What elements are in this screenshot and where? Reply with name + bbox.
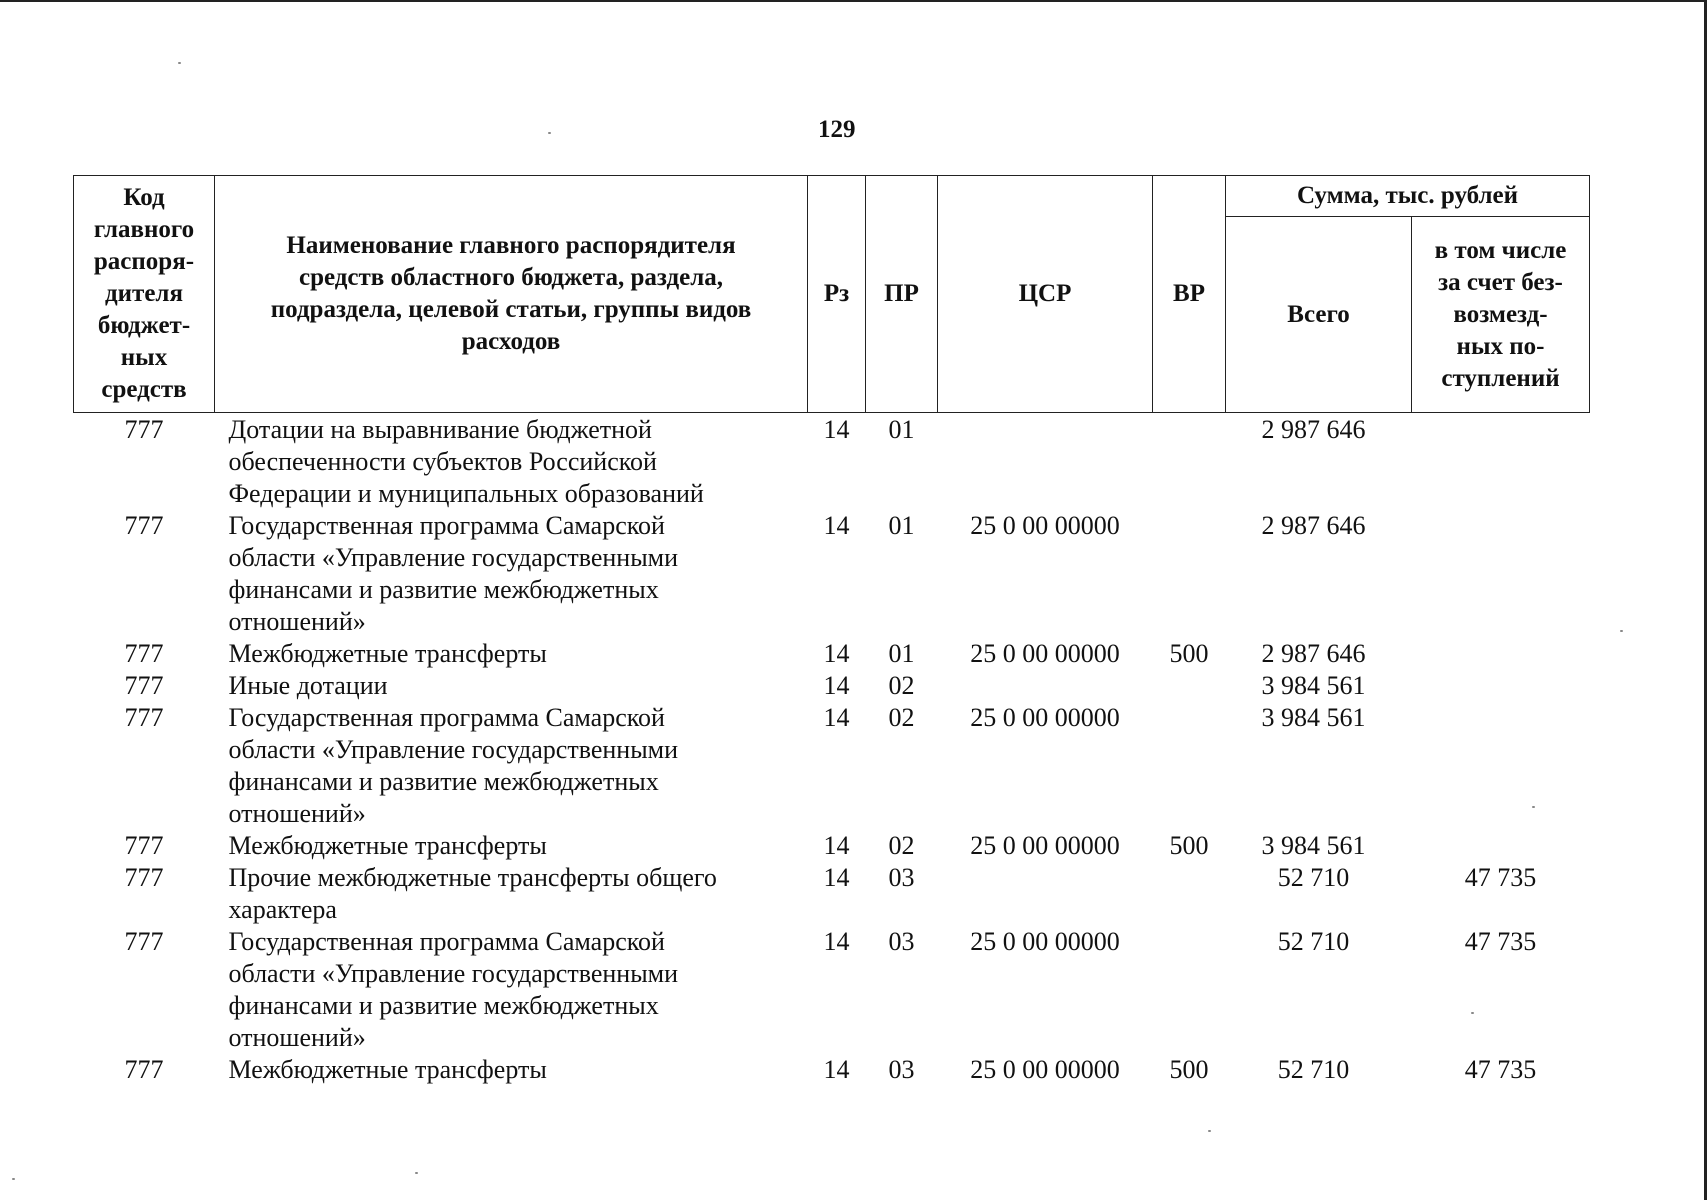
- cell-name-line: характера: [228, 895, 337, 924]
- scan-speck: [1532, 806, 1535, 808]
- page-number: 129: [818, 116, 856, 143]
- cell-total: 52 710: [1277, 927, 1350, 956]
- cell-total: 52 710: [1277, 863, 1350, 892]
- cell-name-line: Государственная программа Самарской: [228, 927, 665, 956]
- cell-including: 47 735: [1464, 863, 1537, 892]
- scan-speck: [1471, 1012, 1474, 1014]
- header-code-line: Код: [123, 184, 165, 211]
- cell-pr: 01: [888, 415, 915, 444]
- cell-code: 777: [124, 1055, 164, 1084]
- header-name-line: Наименование главного распорядителя: [286, 232, 736, 259]
- header-code: [74, 176, 215, 413]
- cell-pr: 02: [888, 703, 915, 732]
- cell-name-line: области «Управление государственными: [228, 959, 679, 988]
- cell-name-line: финансами и развитие межбюджетных: [228, 767, 659, 796]
- cell-name-line: отношений»: [228, 607, 366, 636]
- cell-csr: 25 0 00 00000: [970, 639, 1120, 668]
- header-vr: ВР: [1153, 176, 1226, 413]
- cell-rz: 14: [823, 415, 850, 444]
- cell-code: 777: [124, 703, 164, 732]
- cell-including: [1412, 510, 1590, 638]
- cell-including: [1412, 413, 1590, 511]
- cell-name-line: обеспеченности субъектов Российской: [228, 447, 657, 476]
- cell-name: [215, 638, 808, 670]
- cell-code: 777: [124, 863, 164, 892]
- cell-total: 2 987 646: [1261, 511, 1366, 540]
- cell-name: [215, 830, 808, 862]
- cell-name-line: финансами и развитие межбюджетных: [228, 991, 659, 1020]
- cell-pr: 03: [888, 927, 915, 956]
- cell-csr: 25 0 00 00000: [970, 927, 1120, 956]
- header-including-line: за счет без-: [1438, 268, 1563, 296]
- header-including-line: возмезд-: [1453, 300, 1548, 328]
- cell-name: [215, 1054, 808, 1086]
- header-code-line: главного: [93, 216, 195, 243]
- header-code-line: распоря-: [93, 248, 195, 275]
- cell-csr: 25 0 00 00000: [970, 1055, 1120, 1084]
- cell-code: 777: [124, 511, 164, 540]
- cell-name-line: Прочие межбюджетные трансферты общего: [228, 863, 717, 892]
- cell-name-line: Иные дотации: [228, 671, 388, 700]
- table-row: [74, 926, 1590, 1054]
- cell-csr: [938, 862, 1153, 926]
- table-row: [74, 862, 1590, 926]
- cell-name-line: Межбюджетные трансферты: [228, 1055, 547, 1084]
- cell-vr: [1153, 702, 1226, 830]
- cell-name: [215, 926, 808, 1054]
- cell-rz: 14: [823, 863, 850, 892]
- cell-code: 777: [124, 671, 164, 700]
- cell-vr: [1153, 862, 1226, 926]
- cell-including: 47 735: [1464, 927, 1537, 956]
- cell-name-line: Государственная программа Самарской: [228, 511, 665, 540]
- cell-name-line: Федерации и муниципальных образований: [228, 479, 704, 508]
- cell-vr: 500: [1169, 831, 1209, 860]
- cell-name-line: Межбюджетные трансферты: [228, 831, 547, 860]
- cell-csr: [938, 413, 1153, 511]
- cell-rz: 14: [823, 671, 850, 700]
- cell-csr: 25 0 00 00000: [970, 703, 1120, 732]
- cell-vr: [1153, 413, 1226, 511]
- header-including: [1412, 217, 1590, 413]
- table-row: [74, 510, 1590, 638]
- cell-code: 777: [124, 639, 164, 668]
- cell-name-line: области «Управление государственными: [228, 543, 679, 572]
- header-total: Всего: [1226, 217, 1412, 413]
- table-header: [74, 176, 1590, 413]
- cell-code: 777: [124, 927, 164, 956]
- cell-name-line: отношений»: [228, 1023, 366, 1052]
- cell-csr: 25 0 00 00000: [970, 511, 1120, 540]
- cell-rz: 14: [823, 831, 850, 860]
- cell-total: 3 984 561: [1261, 671, 1366, 700]
- header-csr: ЦСР: [938, 176, 1153, 413]
- table-row: [74, 638, 1590, 670]
- scan-speck: [1208, 1130, 1211, 1132]
- cell-including: [1412, 702, 1590, 830]
- header-code-line: средств: [101, 376, 187, 403]
- cell-name-line: Межбюджетные трансферты: [228, 639, 547, 668]
- header-code-line: ных: [120, 344, 168, 371]
- cell-pr: 02: [888, 831, 915, 860]
- table-row: [74, 830, 1590, 862]
- cell-pr: 02: [888, 671, 915, 700]
- cell-including: [1412, 830, 1590, 862]
- cell-name-line: области «Управление государственными: [228, 735, 679, 764]
- table-row: [74, 702, 1590, 830]
- cell-code: 777: [124, 415, 164, 444]
- cell-pr: 01: [888, 639, 915, 668]
- cell-rz: 14: [823, 1055, 850, 1084]
- cell-pr: 01: [888, 511, 915, 540]
- cell-name-line: отношений»: [228, 799, 366, 828]
- cell-rz: 14: [823, 927, 850, 956]
- cell-name-line: Государственная программа Самарской: [228, 703, 665, 732]
- cell-name: [215, 670, 808, 702]
- header-including-line: ступлений: [1441, 364, 1560, 392]
- header-pr: ПР: [866, 176, 938, 413]
- cell-rz: 14: [823, 703, 850, 732]
- table-row: [74, 1054, 1590, 1086]
- cell-rz: 14: [823, 639, 850, 668]
- cell-pr: 03: [888, 863, 915, 892]
- cell-vr: [1153, 926, 1226, 1054]
- scan-speck: [12, 1178, 15, 1180]
- cell-total: 2 987 646: [1261, 639, 1366, 668]
- table-row: [74, 670, 1590, 702]
- header-including-line: в том числе: [1434, 236, 1567, 264]
- cell-name-line: Дотации на выравнивание бюджетной: [228, 415, 652, 444]
- cell-vr: 500: [1169, 1055, 1209, 1084]
- header-including-line: ных по-: [1456, 332, 1545, 360]
- header-name-line: подраздела, целевой статьи, группы видов: [270, 296, 752, 323]
- cell-name-line: финансами и развитие межбюджетных: [228, 575, 659, 604]
- budget-table: [73, 175, 1590, 1086]
- scan-speck: [178, 62, 181, 64]
- cell-including: [1412, 638, 1590, 670]
- header-name-line: расходов: [461, 328, 561, 355]
- cell-csr: 25 0 00 00000: [970, 831, 1120, 860]
- cell-pr: 03: [888, 1055, 915, 1084]
- cell-name: [215, 862, 808, 926]
- scan-speck: [548, 132, 551, 134]
- cell-total: 3 984 561: [1261, 703, 1366, 732]
- cell-including: [1412, 670, 1590, 702]
- cell-vr: [1153, 510, 1226, 638]
- cell-name: [215, 413, 808, 511]
- cell-including: 47 735: [1464, 1055, 1537, 1084]
- scan-speck: [415, 1172, 418, 1174]
- cell-vr: 500: [1169, 639, 1209, 668]
- scan-border-top: [0, 0, 1707, 2]
- scan-speck: [1620, 630, 1623, 632]
- cell-vr: [1153, 670, 1226, 702]
- cell-name: [215, 702, 808, 830]
- header-name-line: средств областного бюджета, раздела,: [298, 264, 724, 291]
- header-sum-group: Сумма, тыс. рублей: [1226, 176, 1590, 217]
- cell-code: 777: [124, 831, 164, 860]
- header-name: [215, 176, 808, 413]
- cell-rz: 14: [823, 511, 850, 540]
- header-rz: Рз: [808, 176, 866, 413]
- cell-total: 2 987 646: [1261, 415, 1366, 444]
- cell-name: [215, 510, 808, 638]
- cell-total: 52 710: [1277, 1055, 1350, 1084]
- header-code-line: бюджет-: [97, 312, 191, 339]
- cell-csr: [938, 670, 1153, 702]
- table-body: [74, 413, 1590, 1087]
- header-code-line: дителя: [105, 280, 183, 307]
- cell-total: 3 984 561: [1261, 831, 1366, 860]
- table-row: [74, 413, 1590, 511]
